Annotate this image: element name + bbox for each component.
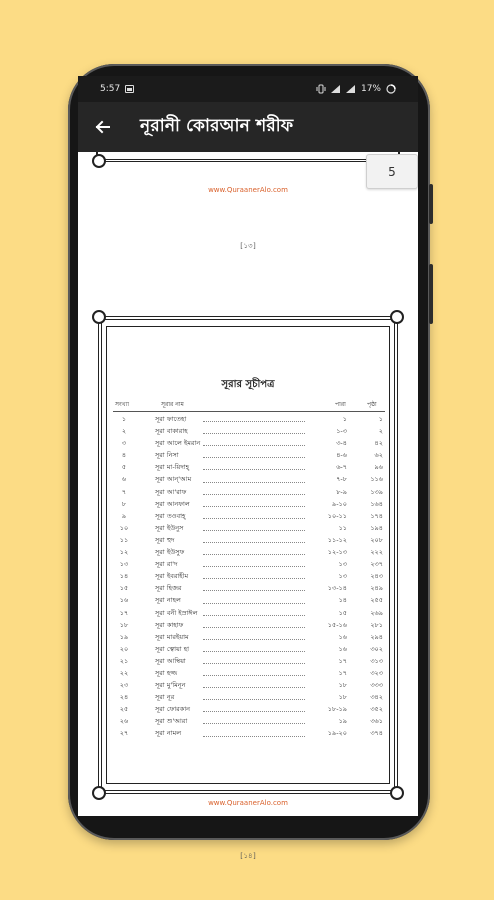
surah-para: ১৮-১৯	[311, 704, 347, 715]
surah-page: ২৯৪	[353, 632, 383, 643]
power-button	[429, 264, 433, 324]
surah-para: ১৯	[311, 716, 347, 727]
surah-name: সূরা বনী ইস্রাঈল	[155, 608, 198, 617]
header-page: পৃষ্ঠা	[367, 401, 377, 408]
surah-page: ২৮১	[353, 620, 383, 631]
surah-number: ১২	[119, 548, 129, 557]
surah-para: ১৯-২০	[311, 728, 347, 739]
surah-para: ১০-১১	[311, 511, 347, 522]
surah-para: ১৩-১৪	[311, 583, 347, 594]
surah-number: ২	[121, 427, 127, 436]
surah-number: ২৬	[119, 717, 129, 726]
surah-page: ১	[353, 414, 383, 425]
leader-dots	[203, 603, 305, 604]
toc-row[interactable]	[113, 631, 385, 643]
leader-dots	[203, 542, 305, 543]
surah-name: সূরা হজ্জ	[155, 668, 178, 677]
surah-name: সূরা নাহল	[155, 596, 181, 605]
page-number: [১৩]	[239, 242, 257, 250]
surah-para: ১৮	[311, 680, 347, 691]
header-para: পারা	[335, 401, 346, 408]
surah-name: সূরা রা'দ	[155, 560, 178, 569]
status-bar	[78, 76, 418, 102]
toc-row[interactable]	[113, 449, 385, 461]
surah-page: ১১৬	[353, 474, 383, 485]
toc-row[interactable]	[113, 534, 385, 546]
surah-page: ৩০২	[353, 644, 383, 655]
surah-number: ৩	[121, 439, 127, 448]
surah-page: ২৫৫	[353, 595, 383, 606]
surah-page: ৬২	[353, 450, 383, 461]
surah-page: ৩৪২	[353, 692, 383, 703]
leader-dots	[203, 627, 305, 628]
toc-title: সূরার সূচীপত্র	[221, 379, 275, 390]
phone-screen	[78, 76, 418, 860]
surah-name: সূরা ফাতেহা	[155, 415, 187, 423]
surah-number: ২৩	[119, 681, 129, 690]
surah-name: সূরা ইউনুস	[155, 523, 184, 532]
wifi-icon	[331, 84, 341, 94]
surah-name: সূরা আ'রাফ	[155, 487, 187, 496]
page-url: www.QuraanerAlo.com	[208, 799, 288, 807]
surah-number: ২৫	[119, 705, 129, 714]
surah-name: সূরা আন্'আম	[155, 475, 192, 484]
surah-page: ১৭৪	[353, 511, 383, 522]
surah-name: সূরা ইউসুফ	[155, 548, 185, 557]
surah-number: ৮	[121, 499, 127, 508]
surah-page: ৯৬	[353, 462, 383, 473]
leader-dots	[203, 651, 305, 652]
surah-number: ১৮	[119, 620, 129, 629]
toc-row[interactable]	[113, 522, 385, 534]
toc-row[interactable]	[113, 498, 385, 510]
surah-page: ৩৭৪	[353, 728, 383, 739]
surah-name: সূরা মা-য়িদাহ্	[155, 463, 190, 472]
surah-name: সূরা কাহাফ	[155, 620, 184, 629]
toc-row[interactable]	[113, 558, 385, 570]
volume-button	[429, 184, 433, 224]
surah-page: ২৪৩	[353, 571, 383, 582]
surah-number: ৬	[121, 475, 127, 484]
surah-page: ৪২	[353, 438, 383, 449]
vibrate-icon	[316, 84, 326, 94]
leader-dots	[203, 699, 305, 700]
surah-page: ১৬৪	[353, 499, 383, 510]
surah-para: ১২-১৩	[311, 547, 347, 558]
corner-ornament	[390, 786, 404, 800]
leader-dots	[203, 506, 305, 507]
surah-name: সূরা আম্বিয়া	[155, 656, 186, 665]
surah-number: ১১	[119, 535, 129, 544]
surah-name: সূরা ইবরাহীম	[155, 572, 189, 581]
corner-ornament	[92, 786, 106, 800]
leader-dots	[203, 554, 305, 555]
previous-page-border	[96, 152, 400, 162]
battery-percent: 17%	[360, 84, 381, 94]
leader-dots	[203, 469, 305, 470]
corner-ornament	[92, 310, 106, 324]
leader-dots	[203, 433, 305, 434]
surah-page: ২	[353, 426, 383, 437]
leader-dots	[203, 687, 305, 688]
surah-para: ৬-৭	[311, 462, 347, 473]
surah-name: সূরা মু'মিনূন	[155, 681, 186, 690]
surah-name: সূরা নিসা	[155, 451, 179, 460]
surah-number: ১	[121, 415, 127, 423]
toc-row[interactable]	[113, 655, 385, 667]
page-indicator[interactable]: 5	[366, 154, 418, 189]
toc-row[interactable]	[113, 413, 385, 425]
toc-row[interactable]	[113, 473, 385, 485]
toc-row[interactable]	[113, 486, 385, 498]
leader-dots	[203, 663, 305, 664]
surah-number: ১৪	[119, 572, 129, 581]
surah-page: ৩৬১	[353, 716, 383, 727]
surah-page: ২০৮	[353, 535, 383, 546]
image-notification-icon	[125, 85, 134, 93]
signal-icon	[346, 84, 356, 94]
surah-number: ১৩	[119, 560, 129, 569]
surah-name: সূরা শু'আরা	[155, 717, 188, 726]
toc-row[interactable]	[113, 667, 385, 679]
leader-dots	[203, 723, 305, 724]
surah-page: ২৪৯	[353, 583, 383, 594]
surah-para: ১৪	[311, 595, 347, 606]
battery-icon	[386, 84, 396, 94]
leader-dots	[203, 518, 305, 519]
leader-dots	[203, 639, 305, 640]
leader-dots	[203, 530, 305, 531]
surah-para: ১৬	[311, 632, 347, 643]
leader-dots	[203, 566, 305, 567]
surah-para: ৮-৯	[311, 487, 347, 498]
surah-number: ২০	[119, 644, 129, 653]
surah-page: ৩২৩	[353, 668, 383, 679]
surah-name: সূরা তওবাহ্	[155, 511, 186, 520]
surah-para: ১৭	[311, 656, 347, 667]
surah-name: সূরা মারইয়াম	[155, 632, 189, 641]
surah-name: সূরা ত্বোয়া হা	[155, 644, 190, 653]
toc-row[interactable]	[113, 715, 385, 727]
surah-name: সূরা আনফাল	[155, 499, 190, 508]
toc-row[interactable]	[113, 510, 385, 522]
surah-page: ৩৩৩	[353, 680, 383, 691]
leader-dots	[203, 421, 305, 422]
surah-name: সূরা নামল	[155, 729, 182, 738]
toc-row[interactable]	[113, 461, 385, 473]
toc-list	[113, 413, 385, 740]
surah-number: ১৫	[119, 584, 129, 593]
leader-dots	[203, 494, 305, 495]
surah-page: ২২২	[353, 547, 383, 558]
toc-row[interactable]	[113, 607, 385, 619]
surah-para: ১১-১২	[311, 535, 347, 546]
surah-number: ১০	[119, 523, 129, 532]
surah-para: ১১	[311, 523, 347, 534]
surah-number: ২৭	[119, 729, 129, 738]
toc-row[interactable]	[113, 643, 385, 655]
surah-number: ১৯	[119, 632, 129, 641]
surah-page: ২৩৭	[353, 559, 383, 570]
surah-number: ১৭	[119, 608, 129, 617]
toc-row[interactable]	[113, 425, 385, 437]
surah-page: ৩৫২	[353, 704, 383, 715]
surah-name: সূরা বাকারাহ	[155, 427, 188, 436]
toc-row[interactable]	[113, 594, 385, 606]
surah-name: সূরা নূর	[155, 693, 175, 702]
surah-para: ৯-১০	[311, 499, 347, 510]
toc-row[interactable]	[113, 546, 385, 558]
toc-row[interactable]	[113, 679, 385, 691]
surah-number: ১৬	[119, 596, 129, 605]
surah-para: ৩-৪	[311, 438, 347, 449]
pdf-viewer[interactable]	[78, 152, 418, 860]
surah-name: সূরা আলে ইমরান	[155, 439, 201, 448]
surah-para: ১-৩	[311, 426, 347, 437]
leader-dots	[203, 590, 305, 591]
surah-page: ১৯৪	[353, 523, 383, 534]
corner-ornament	[390, 310, 404, 324]
leader-dots	[203, 675, 305, 676]
toc-header	[113, 399, 385, 412]
toc-row[interactable]	[113, 570, 385, 582]
toc-row[interactable]	[113, 582, 385, 594]
surah-page: ২৬৯	[353, 608, 383, 619]
leader-dots	[203, 711, 305, 712]
leader-dots	[203, 578, 305, 579]
toc-row[interactable]	[113, 703, 385, 715]
surah-para: ১	[311, 414, 347, 425]
toc-row[interactable]	[113, 437, 385, 449]
leader-dots	[203, 736, 305, 737]
border-ornament	[92, 154, 106, 168]
toc-page	[106, 326, 390, 784]
surah-number: ২১	[119, 656, 129, 665]
surah-number: ২২	[119, 668, 129, 677]
surah-para: ১৫	[311, 608, 347, 619]
leader-dots	[203, 615, 305, 616]
toc-row[interactable]	[113, 619, 385, 631]
toc-row[interactable]	[113, 691, 385, 703]
surah-para: ৪-৬	[311, 450, 347, 461]
surah-para: ৭-৮	[311, 474, 347, 485]
page-url: www.QuraanerAlo.com	[208, 186, 288, 194]
leader-dots	[203, 457, 305, 458]
surah-page: ৩১৩	[353, 656, 383, 667]
surah-number: ২৪	[119, 693, 129, 702]
next-page-number: [১৪]	[239, 852, 257, 860]
leader-dots	[203, 445, 305, 446]
surah-number: ৭	[121, 487, 127, 496]
app-title: নূরানী কোরআন শরীফ	[140, 116, 294, 136]
header-number: সংখ্যা	[115, 401, 129, 408]
clock: 5:57	[100, 84, 121, 94]
surah-number: ৪	[121, 451, 127, 460]
leader-dots	[203, 482, 305, 483]
app-bar	[78, 102, 418, 152]
surah-name: সূরা হুদ	[155, 535, 175, 544]
back-button[interactable]	[80, 102, 124, 152]
surah-para: ১৩	[311, 571, 347, 582]
surah-para: ১৩	[311, 559, 347, 570]
surah-page: ১৩৯	[353, 487, 383, 498]
surah-para: ১৬	[311, 644, 347, 655]
surah-para: ১৮	[311, 692, 347, 703]
surah-number: ৫	[121, 463, 127, 472]
surah-number: ৯	[121, 511, 127, 520]
surah-para: ১৭	[311, 668, 347, 679]
surah-para: ১৫-১৬	[311, 620, 347, 631]
header-name: সূরার নাম	[161, 401, 184, 408]
arrow-left-icon	[94, 119, 110, 135]
toc-row[interactable]	[113, 727, 385, 739]
surah-name: সূরা ফোরকান	[155, 705, 190, 714]
surah-name: সূরা হিজর	[155, 584, 182, 593]
